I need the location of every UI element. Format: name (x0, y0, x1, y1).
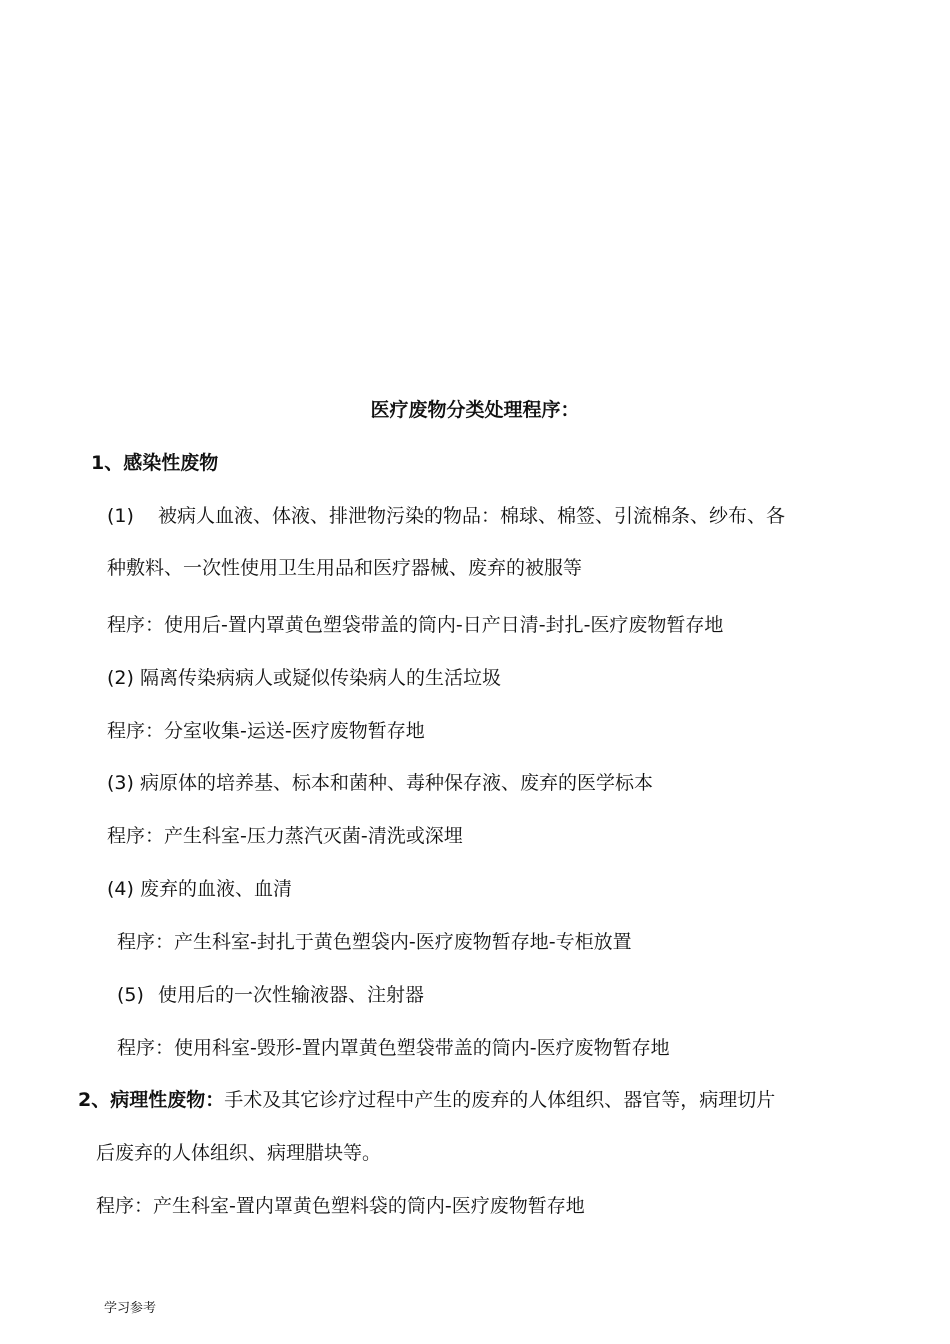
item4-procedure: 程序：产生科室-封扎于黄色塑袋内-医疗废物暂存地-专柜放置 (117, 931, 632, 953)
section2-first-line (78, 1088, 775, 1112)
item3-procedure: 程序：产生科室-压力蒸汽灭菌-清洗或深埋 (107, 825, 463, 847)
section2-text-line1: 手术及其它诊疗过程中产生的废弃的人体组织、器官等，病理切片 (224, 1089, 776, 1111)
item4-text: (4) 废弃的血液、血清 (107, 878, 292, 900)
section2-procedure: 程序：产生科室-置内罩黄色塑料袋的筒内-医疗废物暂存地 (96, 1195, 585, 1217)
section1-heading: 1、感染性废物 (91, 452, 219, 474)
item5-procedure: 程序：使用科室-毁形-置内罩黄色塑袋带盖的筒内-医疗废物暂存地 (117, 1037, 670, 1059)
footer-note: 学习参考 (104, 1301, 157, 1316)
section2-text-line2: 后废弃的人体组织、病理腊块等。 (96, 1142, 382, 1164)
item5-text: 使用后的一次性输液器、注射器 (158, 984, 425, 1006)
item1-text-line1: 被病人血液、体液、排泄物污染的物品：棉球、棉签、引流棉条、纱布、各 (158, 505, 786, 527)
item2-text: (2) 隔离传染病病人或疑似传染病人的生活垃圾 (107, 667, 501, 689)
section2-heading: 2、病理性废物： (78, 1089, 225, 1111)
item1-procedure: 程序：使用后-置内罩黄色塑袋带盖的筒内-日产日清-封扎-医疗废物暂存地 (107, 614, 724, 636)
item5-number: (5) (117, 984, 144, 1006)
item1-number: (1) (107, 505, 134, 527)
item1-text-line2: 种敷料、一次性使用卫生用品和医疗器械、废弃的被服等 (107, 557, 583, 579)
page-title: 医疗废物分类处理程序： (370, 399, 580, 421)
item2-procedure: 程序：分室收集-运送-医疗废物暂存地 (107, 720, 425, 742)
item3-text: (3) 病原体的培养基、标本和菌种、毒种保存液、废弃的医学标本 (107, 772, 653, 794)
